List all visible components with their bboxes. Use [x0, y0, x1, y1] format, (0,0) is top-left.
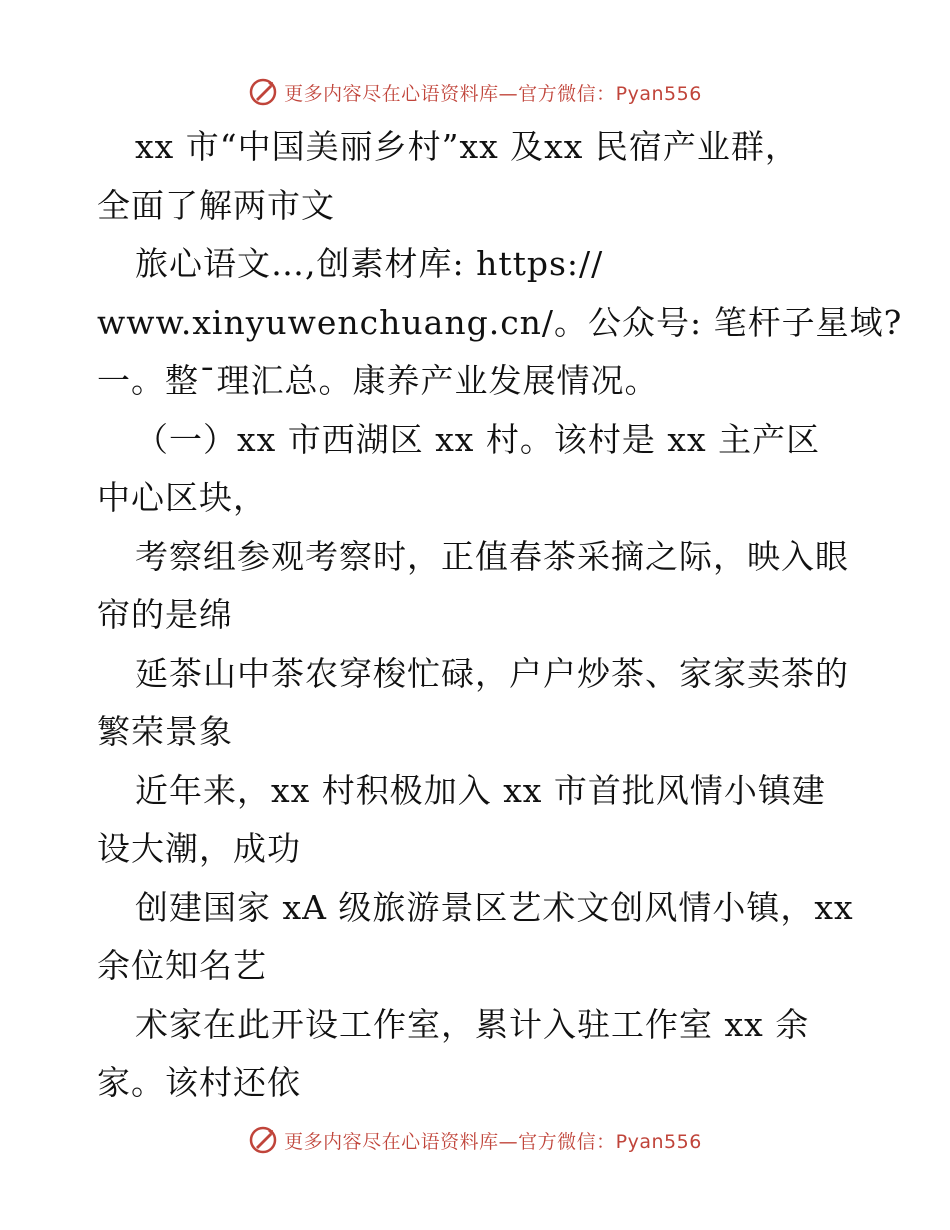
text-line: 中心区块，: [97, 478, 267, 517]
text-line: 考察组参观考察时，正值春茶采摘之际，映入眼: [135, 536, 849, 576]
text-line: 繁荣景象: [97, 712, 233, 751]
text-line: 近年来，xx 村积极加入 xx 市首批风情小镇建: [135, 770, 826, 810]
text-line: 创建国家 xA 级旅游景区艺术文创风情小镇，xx: [135, 887, 854, 927]
text-line: 家。该村还依: [97, 1063, 301, 1102]
text-line: 设大潮，成功: [97, 829, 301, 868]
header-banner-text: 更多内容尽在心语资料库—官方微信：Pyan556: [284, 82, 702, 105]
footer-banner-text: 更多内容尽在心语资料库—官方微信：Pyan556: [284, 1130, 702, 1153]
footer-banner: [0, 1120, 950, 1160]
document-body: [97, 118, 903, 1113]
text-line: 余位知名艺: [97, 946, 267, 985]
text-line: www.xinyuwenchuang.cn/。公众号: 笔杆子星域?: [97, 302, 903, 342]
text-line: 一。整¯理汇总。康养产业发展情况。: [97, 361, 659, 400]
text-line: 术家在此开设工作室，累计入驻工作室 xx 余: [135, 1004, 810, 1044]
text-line: 全面了解两市文: [97, 185, 335, 225]
text-line: 延茶山中茶农穿梭忙碌，户户炒茶、家家卖茶的: [135, 653, 849, 693]
header-banner: [0, 72, 950, 112]
text-line: xx 市“中国美丽乡村”xx 及xx 民宿产业群，: [135, 127, 799, 166]
quill-logo-icon: [248, 77, 278, 107]
text-line: 帘的是绵: [97, 595, 233, 634]
quill-logo-icon: [248, 1125, 278, 1155]
text-line: 旅心语文…,创素材库: https://: [135, 244, 604, 283]
text-line: （一）xx 市西湖区 xx 村。该村是 xx 主产区: [135, 419, 821, 459]
